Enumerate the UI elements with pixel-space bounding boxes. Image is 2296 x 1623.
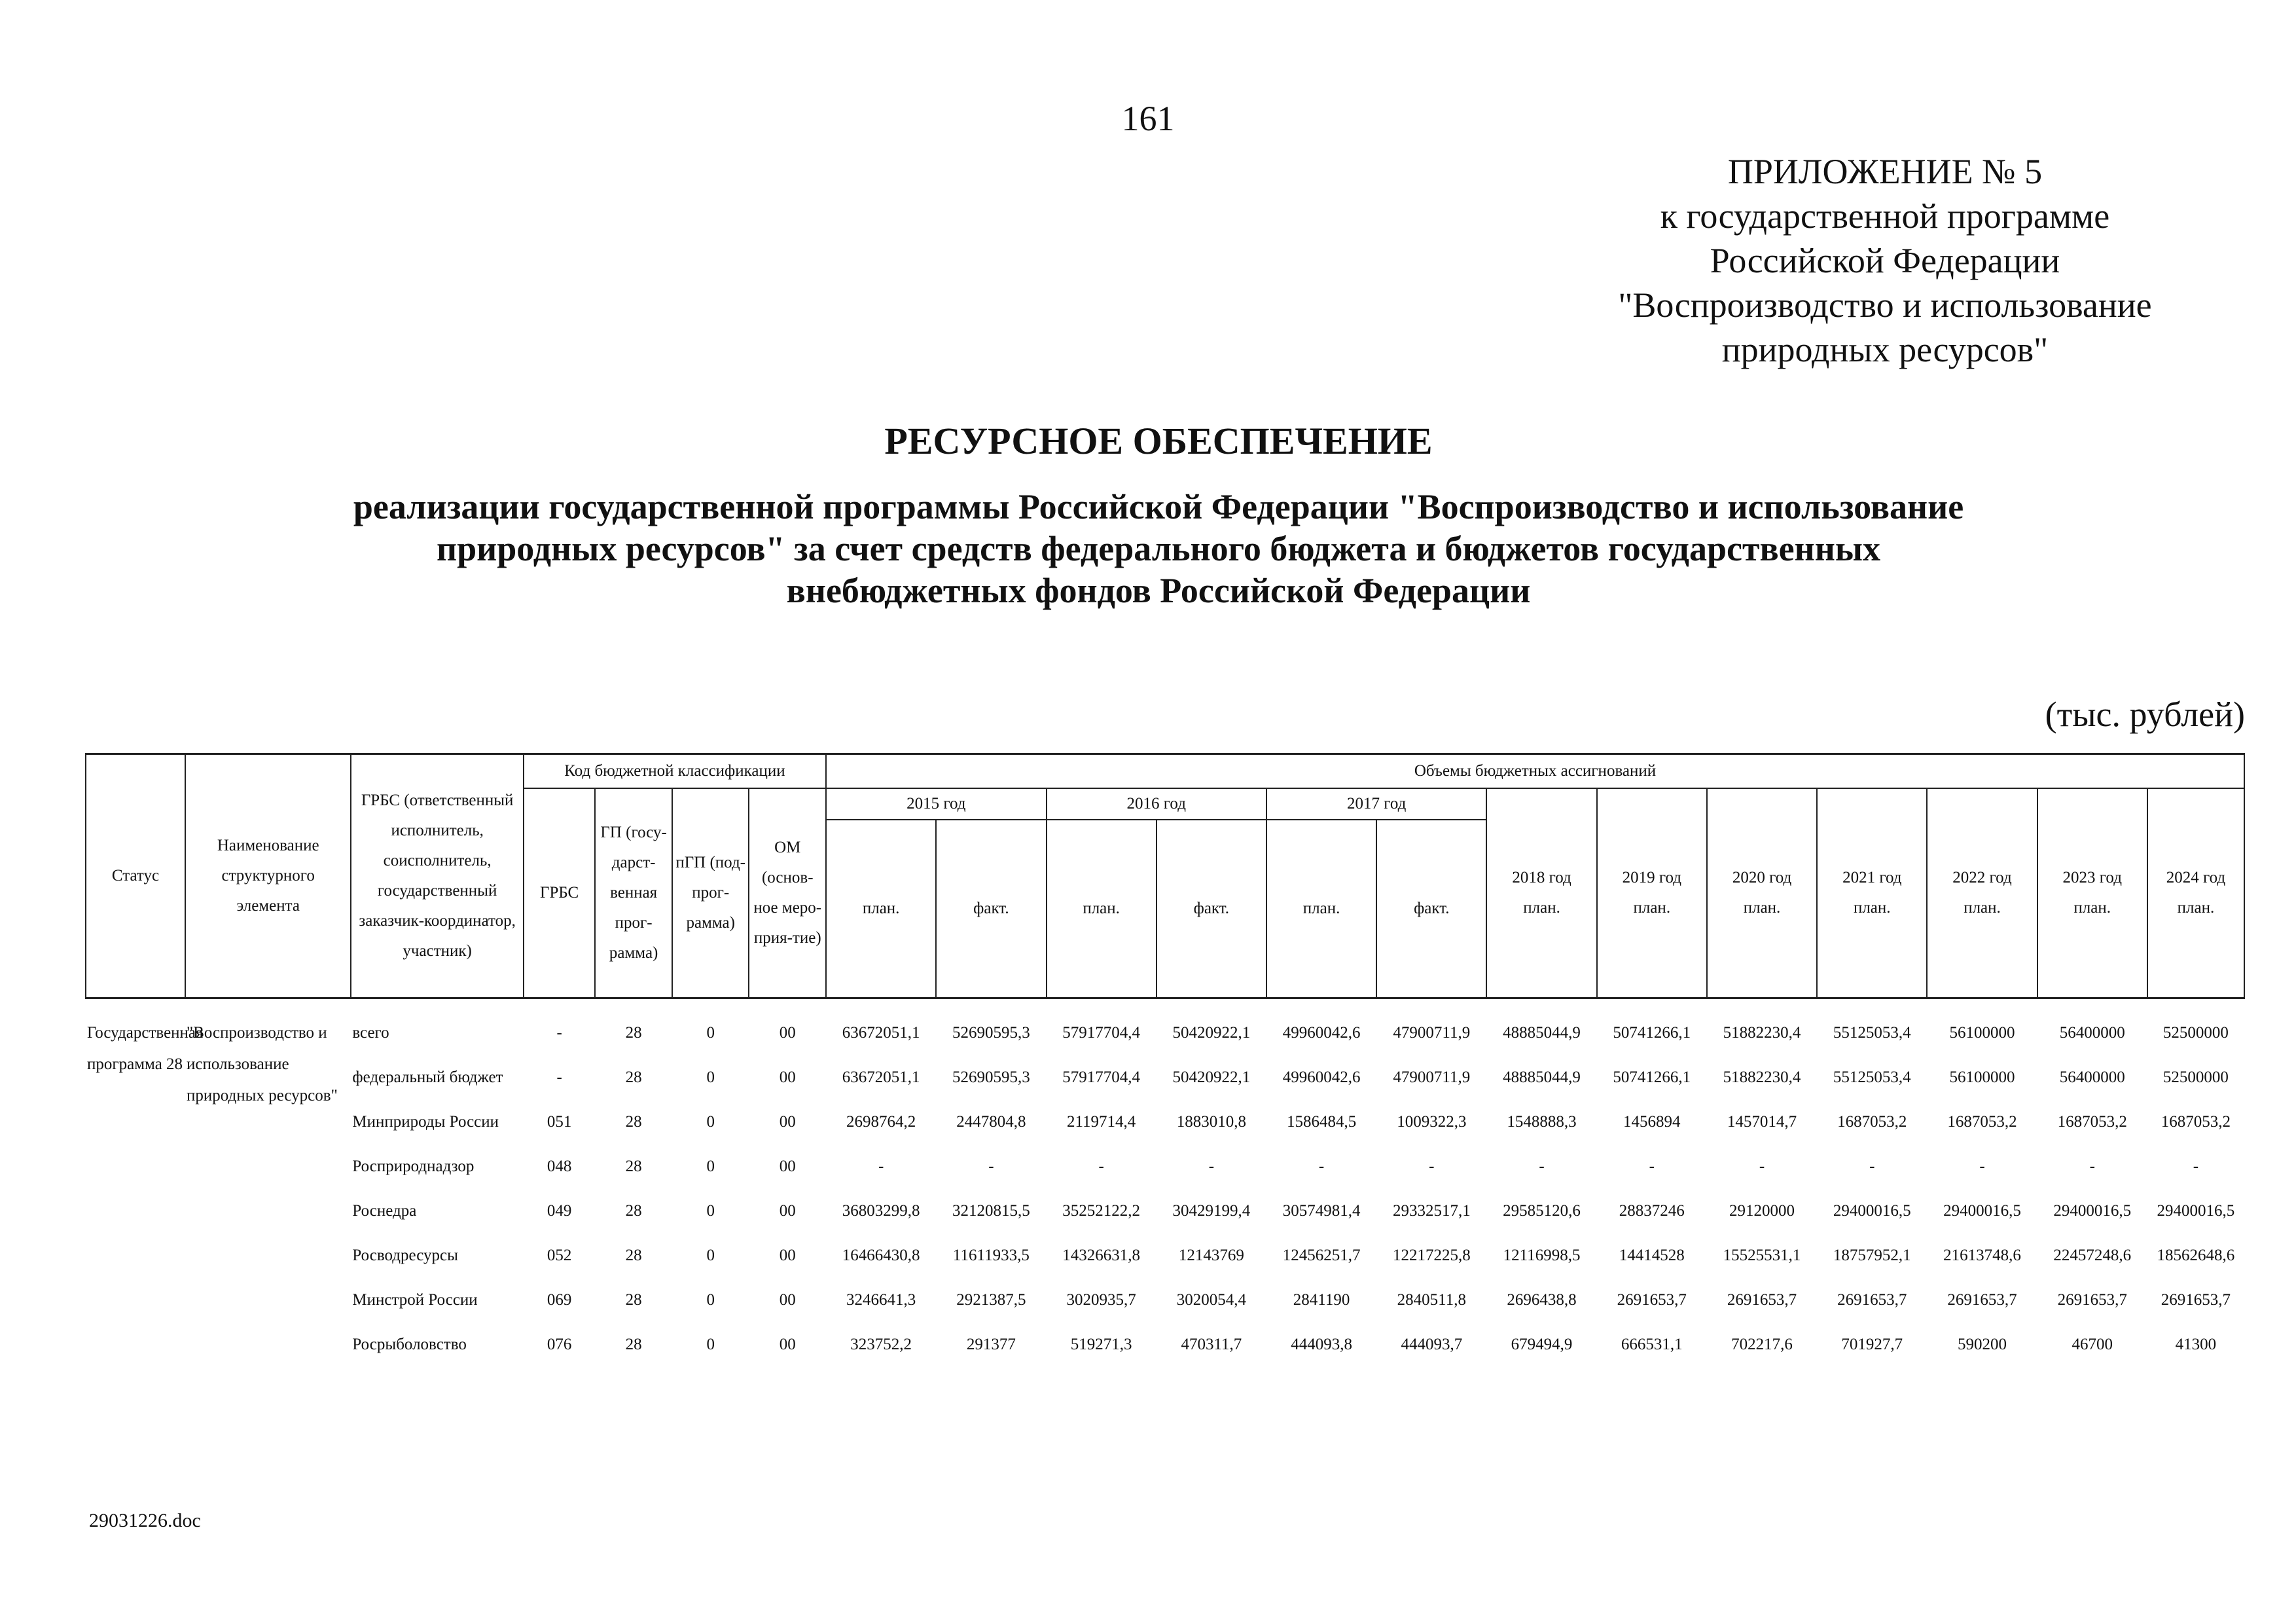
header-code-om: ОМ (основ-ное меро-прия-тие) — [749, 788, 826, 998]
header-year-2023: 2023 год план. — [2037, 788, 2147, 998]
grbs-name-cell: Минстрой России — [352, 1291, 478, 1309]
header-year-2019: 2019 год план. — [1597, 788, 1707, 998]
code-grbs-cell: 051 — [547, 1113, 572, 1131]
value-cell: 2840511,8 — [1397, 1291, 1466, 1309]
header-plan-2017: план. — [1266, 820, 1376, 998]
value-cell: 2841190 — [1293, 1291, 1350, 1309]
grbs-name-cell: Минприроды России — [352, 1113, 499, 1131]
subtitle-line: природных ресурсов" за счет средств федерального бюджета и бюджетов государственных — [437, 529, 1880, 568]
header-year-2016: 2016 год — [1047, 788, 1266, 820]
value-cell: 2691653,7 — [1947, 1291, 2017, 1309]
value-cell: 12143769 — [1178, 1247, 1244, 1264]
value-cell: 12217225,8 — [1392, 1247, 1471, 1264]
header-fact-2016: факт. — [1157, 820, 1266, 998]
table-row — [86, 1062, 2244, 1106]
value-cell: 519271,3 — [1070, 1336, 1132, 1353]
value-cell: 28837246 — [1619, 1202, 1685, 1220]
code-pgp-cell: 0 — [706, 1113, 715, 1131]
value-cell: 52690595,3 — [952, 1024, 1030, 1042]
footer-filename: 29031226.doc — [89, 1510, 201, 1531]
header-code-grbs: ГРБС — [524, 788, 595, 998]
value-cell: - — [1098, 1158, 1104, 1175]
value-cell: 47900711,9 — [1393, 1024, 1471, 1042]
value-cell: 1687053,2 — [2161, 1113, 2231, 1131]
header-volumes: Объемы бюджетных ассигнований — [826, 754, 2244, 789]
value-cell: 30429199,4 — [1172, 1202, 1251, 1220]
value-cell: 1456894 — [1623, 1113, 1681, 1131]
header-code-pgp: пГП (под-прог-рамма) — [672, 788, 749, 998]
value-cell: - — [2193, 1158, 2199, 1175]
value-cell: 1883010,8 — [1176, 1113, 1246, 1131]
value-cell: 51882230,4 — [1723, 1024, 1801, 1042]
code-om-cell: 00 — [779, 1068, 796, 1086]
value-cell: 1687053,2 — [1837, 1113, 1907, 1131]
header-status: Статус — [86, 754, 185, 998]
code-gp-cell: 28 — [625, 1158, 642, 1175]
value-cell: 701927,7 — [1841, 1336, 1903, 1353]
value-cell: 56400000 — [2059, 1024, 2125, 1042]
code-om-cell: 00 — [779, 1113, 796, 1131]
value-cell: - — [1759, 1158, 1765, 1175]
value-cell: 57917704,4 — [1062, 1068, 1140, 1086]
code-gp-cell: 28 — [625, 1247, 642, 1264]
value-cell: 2691653,7 — [2057, 1291, 2127, 1309]
value-cell: 2691653,7 — [1727, 1291, 1797, 1309]
value-cell: 49960042,6 — [1282, 1068, 1361, 1086]
header-year-2022: 2022 год план. — [1927, 788, 2037, 998]
value-cell: 50420922,1 — [1172, 1024, 1251, 1042]
value-cell: 29585120,6 — [1503, 1202, 1581, 1220]
value-cell: 590200 — [1957, 1336, 2007, 1353]
value-cell: - — [1869, 1158, 1875, 1175]
header-grbs: ГРБС (ответственный исполнитель, соисполнитель, государственный заказчик-координатор, участник) — [351, 754, 524, 998]
value-cell: 2119714,4 — [1066, 1113, 1136, 1131]
grbs-name-cell: федеральный бюджет — [352, 1068, 503, 1086]
value-cell: 11611933,5 — [952, 1247, 1030, 1264]
value-cell: 49960042,6 — [1282, 1024, 1361, 1042]
table-row — [86, 1240, 2244, 1285]
header-element-name: Наименование структурного элемента — [185, 754, 351, 998]
value-cell: - — [1208, 1158, 1215, 1175]
code-grbs-cell: 049 — [547, 1202, 572, 1220]
status-cell: Государственная программа 28 — [87, 1024, 204, 1073]
header-year-2015: 2015 год — [826, 788, 1046, 820]
value-cell: 291377 — [966, 1336, 1016, 1353]
value-cell: 52690595,3 — [952, 1068, 1030, 1086]
budget-table — [85, 753, 2245, 1374]
value-cell: 52500000 — [2162, 1024, 2229, 1042]
value-cell: - — [1318, 1158, 1325, 1175]
value-cell: 2698764,2 — [846, 1113, 916, 1131]
value-cell: 63672051,1 — [842, 1068, 920, 1086]
code-pgp-cell: 0 — [706, 1068, 715, 1086]
code-pgp-cell: 0 — [706, 1024, 715, 1042]
value-cell: 52500000 — [2162, 1068, 2229, 1086]
header-budget-code: Код бюджетной классификации — [524, 754, 826, 789]
value-cell: 2447804,8 — [956, 1113, 1026, 1131]
grbs-name-cell: Росрыболовство — [352, 1336, 467, 1353]
value-cell: 29120000 — [1729, 1202, 1795, 1220]
table-row — [86, 1017, 2244, 1062]
code-grbs-cell: - — [556, 1068, 562, 1086]
code-grbs-cell: 052 — [547, 1247, 572, 1264]
page-number: 161 — [1121, 99, 1175, 138]
code-om-cell: 00 — [779, 1024, 796, 1042]
value-cell: 56400000 — [2059, 1068, 2125, 1086]
value-cell: 1457014,7 — [1727, 1113, 1797, 1131]
value-cell: 47900711,9 — [1393, 1068, 1471, 1086]
code-pgp-cell: 0 — [706, 1247, 715, 1264]
appendix-line: Российской Федерации — [1710, 241, 2060, 280]
value-cell: 50741266,1 — [1613, 1024, 1691, 1042]
value-cell: 2691653,7 — [1617, 1291, 1687, 1309]
appendix-block — [1525, 149, 2245, 372]
value-cell: 63672051,1 — [842, 1024, 920, 1042]
value-cell: 14414528 — [1619, 1247, 1685, 1264]
value-cell: 50741266,1 — [1613, 1068, 1691, 1086]
value-cell: - — [1649, 1158, 1655, 1175]
value-cell: 50420922,1 — [1172, 1068, 1251, 1086]
value-cell: 56100000 — [1949, 1024, 2015, 1042]
subtitle-line: внебюджетных фондов Российской Федерации — [786, 571, 1531, 610]
header-year-2017: 2017 год — [1266, 788, 1486, 820]
value-cell: 1687053,2 — [1947, 1113, 2017, 1131]
value-cell: 702217,6 — [1731, 1336, 1793, 1353]
grbs-name-cell: Росприроднадзор — [352, 1158, 475, 1175]
code-gp-cell: 28 — [625, 1336, 642, 1353]
table-body — [86, 998, 2244, 1374]
value-cell: 1586484,5 — [1286, 1113, 1357, 1131]
value-cell: 46700 — [2072, 1336, 2113, 1353]
value-cell: 21613748,6 — [1943, 1247, 2021, 1264]
header-year-2018: 2018 год план. — [1486, 788, 1596, 998]
value-cell: 14326631,8 — [1062, 1247, 1140, 1264]
value-cell: 51882230,4 — [1723, 1068, 1801, 1086]
value-cell: 48885044,9 — [1503, 1068, 1581, 1086]
value-cell: 18562648,6 — [2157, 1247, 2235, 1264]
table-row — [86, 1151, 2244, 1195]
table-row — [86, 1329, 2244, 1374]
value-cell: 12456251,7 — [1282, 1247, 1361, 1264]
grbs-name-cell: Росводресурсы — [352, 1247, 458, 1264]
value-cell: 444093,8 — [1291, 1336, 1352, 1353]
grbs-name-cell: всего — [352, 1024, 389, 1042]
value-cell: 29332517,1 — [1392, 1202, 1471, 1220]
code-om-cell: 00 — [779, 1291, 796, 1309]
value-cell: 1687053,2 — [2057, 1113, 2127, 1131]
value-cell: 55125053,4 — [1833, 1068, 1911, 1086]
value-cell: 35252122,2 — [1062, 1202, 1140, 1220]
value-cell: 3246641,3 — [846, 1291, 916, 1309]
document-subtitle — [196, 486, 2121, 611]
value-cell: 29400016,5 — [2053, 1202, 2132, 1220]
value-cell: 2921387,5 — [956, 1291, 1026, 1309]
value-cell: - — [878, 1158, 884, 1175]
value-cell: - — [1979, 1158, 1985, 1175]
value-cell: 29400016,5 — [1943, 1202, 2021, 1220]
code-grbs-cell: 048 — [547, 1158, 572, 1175]
code-grbs-cell: 076 — [547, 1336, 572, 1353]
value-cell: 41300 — [2175, 1336, 2217, 1353]
table-row — [86, 1285, 2244, 1329]
appendix-line: природных ресурсов" — [1721, 330, 2049, 369]
value-cell: 36803299,8 — [842, 1202, 920, 1220]
units-label: (тыс. рублей) — [2045, 695, 2245, 734]
header-plan-2016: план. — [1047, 820, 1157, 998]
table-row — [86, 1106, 2244, 1151]
value-cell: 57917704,4 — [1062, 1024, 1140, 1042]
value-cell: 48885044,9 — [1503, 1024, 1581, 1042]
header-year-2024: 2024 год план. — [2147, 788, 2244, 998]
value-cell: 32120815,5 — [952, 1202, 1030, 1220]
value-cell: - — [1429, 1158, 1435, 1175]
value-cell: 323752,2 — [850, 1336, 912, 1353]
value-cell: 12116998,5 — [1503, 1247, 1581, 1264]
code-gp-cell: 28 — [625, 1291, 642, 1309]
value-cell: 15525531,1 — [1723, 1247, 1801, 1264]
appendix-line: к государственной программе — [1660, 196, 2110, 236]
value-cell: 679494,9 — [1511, 1336, 1573, 1353]
value-cell: 29400016,5 — [2157, 1202, 2235, 1220]
code-om-cell: 00 — [779, 1247, 796, 1264]
header-fact-2017: факт. — [1376, 820, 1486, 998]
value-cell: 56100000 — [1949, 1068, 2015, 1086]
code-grbs-cell: 069 — [547, 1291, 572, 1309]
code-pgp-cell: 0 — [706, 1336, 715, 1353]
value-cell: 3020935,7 — [1066, 1291, 1136, 1309]
element-name-cell: "Воспроизводство и использование природных ресурсов" — [187, 1024, 338, 1104]
value-cell: 1548888,3 — [1507, 1113, 1577, 1131]
code-pgp-cell: 0 — [706, 1158, 715, 1175]
value-cell: 30574981,4 — [1282, 1202, 1361, 1220]
code-gp-cell: 28 — [625, 1202, 642, 1220]
header-fact-2015: факт. — [936, 820, 1046, 998]
code-om-cell: 00 — [779, 1202, 796, 1220]
table-row — [86, 1195, 2244, 1240]
appendix-title: ПРИЛОЖЕНИЕ № 5 — [1727, 152, 2043, 191]
code-om-cell: 00 — [779, 1158, 796, 1175]
document-title: РЕСУРСНОЕ ОБЕСПЕЧЕНИЕ — [884, 420, 1433, 462]
value-cell: 29400016,5 — [1833, 1202, 1911, 1220]
value-cell: 16466430,8 — [842, 1247, 920, 1264]
header-code-gp: ГП (госу-дарст-венная прог-рамма) — [595, 788, 672, 998]
value-cell: 470311,7 — [1181, 1336, 1242, 1353]
value-cell: 3020054,4 — [1176, 1291, 1246, 1309]
value-cell: - — [2089, 1158, 2095, 1175]
header-year-2021: 2021 год план. — [1817, 788, 1927, 998]
code-pgp-cell: 0 — [706, 1291, 715, 1309]
value-cell: 18757952,1 — [1833, 1247, 1911, 1264]
code-gp-cell: 28 — [625, 1024, 642, 1042]
value-cell: 22457248,6 — [2053, 1247, 2132, 1264]
value-cell: - — [988, 1158, 994, 1175]
value-cell: - — [1539, 1158, 1545, 1175]
code-om-cell: 00 — [779, 1336, 796, 1353]
value-cell: 2696438,8 — [1507, 1291, 1577, 1309]
value-cell: 2691653,7 — [2161, 1291, 2231, 1309]
code-grbs-cell: - — [556, 1024, 562, 1042]
appendix-line: "Воспроизводство и использование — [1618, 285, 2152, 325]
value-cell: 1009322,3 — [1397, 1113, 1467, 1131]
value-cell: 666531,1 — [1621, 1336, 1683, 1353]
subtitle-line: реализации государственной программы Российской Федерации "Воспроизводство и использование — [353, 487, 1964, 526]
header-plan-2015: план. — [826, 820, 936, 998]
header-year-2020: 2020 год план. — [1707, 788, 1817, 998]
code-pgp-cell: 0 — [706, 1202, 715, 1220]
code-gp-cell: 28 — [625, 1113, 642, 1131]
value-cell: 55125053,4 — [1833, 1024, 1911, 1042]
code-gp-cell: 28 — [625, 1068, 642, 1086]
value-cell: 2691653,7 — [1837, 1291, 1907, 1309]
grbs-name-cell: Роснедра — [352, 1202, 417, 1220]
value-cell: 444093,7 — [1401, 1336, 1463, 1353]
